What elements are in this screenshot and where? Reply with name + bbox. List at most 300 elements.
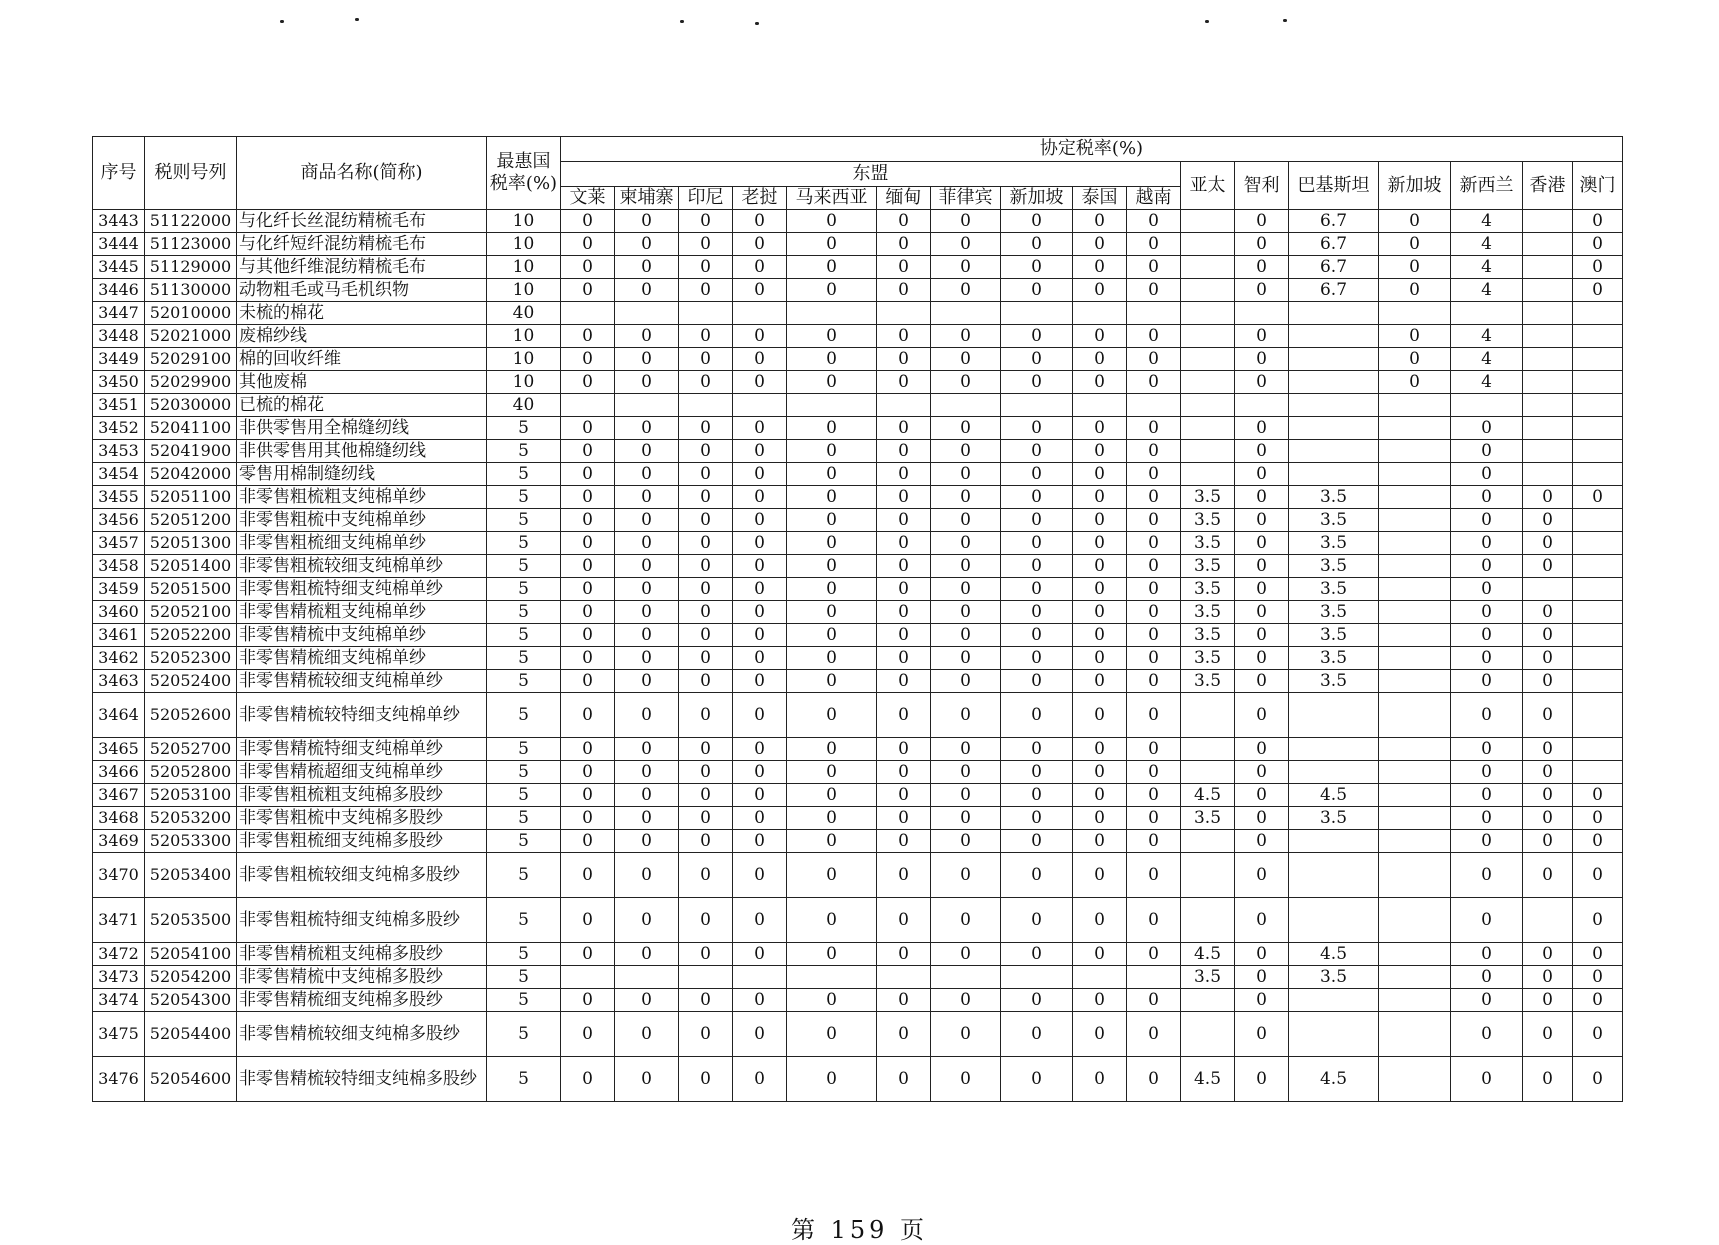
agreement-rate-cell	[1573, 394, 1623, 417]
tariff-code-cell: 52042000	[145, 463, 237, 486]
asean-rate-cell	[1001, 966, 1073, 989]
scan-speck	[1283, 19, 1287, 22]
asean-rate-cell	[931, 966, 1001, 989]
seq-cell: 3444	[93, 233, 145, 256]
agreement-rate-cell	[1573, 738, 1623, 761]
header-asean-1: 柬埔寨	[615, 187, 679, 210]
page-number: 第 159 页	[790, 1216, 929, 1244]
agreement-rate-cell: 0	[1451, 761, 1523, 784]
agreement-rate-cell: 0	[1451, 486, 1523, 509]
agreement-rate-cell: 0	[1235, 348, 1289, 371]
asean-rate-cell: 0	[733, 1057, 787, 1102]
agreement-rate-cell	[1573, 325, 1623, 348]
agreement-rate-cell: 3.5	[1289, 601, 1379, 624]
asean-rate-cell: 0	[733, 440, 787, 463]
asean-rate-cell: 0	[1073, 830, 1127, 853]
agreement-rate-cell	[1181, 302, 1235, 325]
seq-cell: 3472	[93, 943, 145, 966]
table-row	[93, 463, 1623, 486]
product-name-cell: 非供零售用其他棉缝纫线	[237, 440, 487, 463]
asean-rate-cell: 0	[679, 486, 733, 509]
asean-rate-cell: 0	[733, 463, 787, 486]
agreement-rate-cell	[1573, 509, 1623, 532]
agreement-rate-cell: 0	[1235, 463, 1289, 486]
tariff-code-cell: 52054600	[145, 1057, 237, 1102]
agreement-rate-cell: 0	[1573, 486, 1623, 509]
product-name-cell: 非零售粗梳特细支纯棉单纱	[237, 578, 487, 601]
table-row	[93, 302, 1623, 325]
agreement-rate-cell: 0	[1451, 624, 1523, 647]
agreement-rate-cell	[1379, 1012, 1451, 1057]
agreement-rate-cell	[1181, 693, 1235, 738]
asean-rate-cell: 0	[877, 761, 931, 784]
mfn-rate-cell: 5	[487, 647, 561, 670]
asean-rate-cell: 0	[1127, 738, 1181, 761]
product-name-cell: 废棉纱线	[237, 325, 487, 348]
asean-rate-cell: 0	[931, 807, 1001, 830]
agreement-rate-cell	[1523, 440, 1573, 463]
asean-rate-cell: 0	[931, 417, 1001, 440]
asean-rate-cell: 0	[679, 348, 733, 371]
tariff-code-cell: 52053400	[145, 853, 237, 898]
agreement-rate-cell: 0	[1451, 807, 1523, 830]
agreement-rate-cell: 0	[1523, 784, 1573, 807]
agreement-rate-cell	[1289, 463, 1379, 486]
agreement-rate-cell	[1289, 898, 1379, 943]
table-row	[93, 1057, 1623, 1102]
asean-rate-cell: 0	[733, 417, 787, 440]
asean-rate-cell: 0	[679, 555, 733, 578]
asean-rate-cell: 0	[931, 853, 1001, 898]
asean-rate-cell: 0	[877, 738, 931, 761]
asean-rate-cell: 0	[679, 463, 733, 486]
asean-rate-cell: 0	[931, 738, 1001, 761]
asean-rate-cell: 0	[733, 348, 787, 371]
asean-rate-cell: 0	[615, 898, 679, 943]
agreement-rate-cell: 0	[1379, 325, 1451, 348]
agreement-rate-cell: 0	[1379, 256, 1451, 279]
asean-rate-cell: 0	[1073, 509, 1127, 532]
agreement-rate-cell	[1573, 693, 1623, 738]
asean-rate-cell	[561, 966, 615, 989]
asean-rate-cell: 0	[1127, 1012, 1181, 1057]
agreement-rate-cell	[1573, 555, 1623, 578]
tariff-code-cell: 52052200	[145, 624, 237, 647]
agreement-rate-cell: 0	[1573, 784, 1623, 807]
agreement-rate-cell	[1523, 348, 1573, 371]
asean-rate-cell: 0	[931, 578, 1001, 601]
product-name-cell: 棉的回收纤维	[237, 348, 487, 371]
agreement-rate-cell: 4.5	[1289, 1057, 1379, 1102]
asean-rate-cell: 0	[733, 693, 787, 738]
agreement-rate-cell	[1379, 738, 1451, 761]
asean-rate-cell: 0	[1127, 486, 1181, 509]
asean-rate-cell: 0	[733, 509, 787, 532]
mfn-rate-cell: 10	[487, 325, 561, 348]
header-other-4: 新西兰	[1451, 162, 1523, 210]
agreement-rate-cell	[1523, 578, 1573, 601]
agreement-rate-cell	[1523, 371, 1573, 394]
tariff-code-cell: 51129000	[145, 256, 237, 279]
asean-rate-cell: 0	[615, 853, 679, 898]
asean-rate-cell: 0	[787, 898, 877, 943]
scan-speck	[280, 20, 284, 23]
asean-rate-cell: 0	[733, 578, 787, 601]
asean-rate-cell	[931, 394, 1001, 417]
mfn-rate-cell: 5	[487, 440, 561, 463]
asean-rate-cell: 0	[615, 693, 679, 738]
asean-rate-cell: 0	[561, 1012, 615, 1057]
seq-cell: 3443	[93, 210, 145, 233]
agreement-rate-cell: 0	[1235, 670, 1289, 693]
asean-rate-cell	[1073, 302, 1127, 325]
asean-rate-cell: 0	[733, 279, 787, 302]
header-asean-5: 缅甸	[877, 187, 931, 210]
asean-rate-cell: 0	[787, 210, 877, 233]
agreement-rate-cell	[1181, 1012, 1235, 1057]
seq-cell: 3476	[93, 1057, 145, 1102]
asean-rate-cell: 0	[561, 348, 615, 371]
header-asean-3: 老挝	[733, 187, 787, 210]
tariff-code-cell: 52052400	[145, 670, 237, 693]
agreement-rate-cell: 0	[1451, 417, 1523, 440]
agreement-rate-cell	[1289, 394, 1379, 417]
asean-rate-cell: 0	[787, 670, 877, 693]
asean-rate-cell: 0	[787, 532, 877, 555]
agreement-rate-cell: 0	[1573, 853, 1623, 898]
asean-rate-cell: 0	[1001, 256, 1073, 279]
asean-rate-cell: 0	[733, 1012, 787, 1057]
seq-cell: 3463	[93, 670, 145, 693]
product-name-cell: 非零售粗梳细支纯棉单纱	[237, 532, 487, 555]
agreement-rate-cell: 0	[1379, 210, 1451, 233]
asean-rate-cell: 0	[679, 325, 733, 348]
asean-rate-cell	[787, 966, 877, 989]
tariff-code-cell: 52030000	[145, 394, 237, 417]
asean-rate-cell: 0	[561, 578, 615, 601]
mfn-rate-cell: 5	[487, 761, 561, 784]
asean-rate-cell	[1073, 394, 1127, 417]
asean-rate-cell: 0	[679, 898, 733, 943]
asean-rate-cell: 0	[877, 440, 931, 463]
mfn-rate-cell: 5	[487, 578, 561, 601]
asean-rate-cell: 0	[787, 853, 877, 898]
agreement-rate-cell: 0	[1235, 761, 1289, 784]
agreement-rate-cell	[1573, 578, 1623, 601]
seq-cell: 3455	[93, 486, 145, 509]
asean-rate-cell	[733, 302, 787, 325]
asean-rate-cell: 0	[787, 325, 877, 348]
tariff-table-container	[92, 136, 1623, 1102]
agreement-rate-cell: 3.5	[1181, 647, 1235, 670]
asean-rate-cell: 0	[561, 943, 615, 966]
asean-rate-cell: 0	[877, 256, 931, 279]
agreement-rate-cell: 4	[1451, 233, 1523, 256]
seq-cell: 3447	[93, 302, 145, 325]
seq-cell: 3460	[93, 601, 145, 624]
table-row	[93, 532, 1623, 555]
agreement-rate-cell: 4	[1451, 325, 1523, 348]
asean-rate-cell: 0	[1001, 463, 1073, 486]
seq-cell: 3457	[93, 532, 145, 555]
asean-rate-cell: 0	[931, 256, 1001, 279]
table-row	[93, 486, 1623, 509]
asean-rate-cell: 0	[877, 486, 931, 509]
mfn-rate-cell: 40	[487, 302, 561, 325]
agreement-rate-cell: 0	[1235, 210, 1289, 233]
asean-rate-cell: 0	[1001, 486, 1073, 509]
agreement-rate-cell	[1379, 509, 1451, 532]
asean-rate-cell: 0	[1001, 417, 1073, 440]
asean-rate-cell	[679, 302, 733, 325]
asean-rate-cell: 0	[1127, 1057, 1181, 1102]
agreement-rate-cell	[1523, 394, 1573, 417]
asean-rate-cell	[787, 302, 877, 325]
asean-rate-cell	[787, 394, 877, 417]
agreement-rate-cell: 0	[1235, 624, 1289, 647]
asean-rate-cell: 0	[1127, 440, 1181, 463]
agreement-rate-cell	[1289, 417, 1379, 440]
asean-rate-cell: 0	[1073, 898, 1127, 943]
asean-rate-cell: 0	[1127, 509, 1181, 532]
agreement-rate-cell: 3.5	[1289, 532, 1379, 555]
mfn-rate-cell: 40	[487, 394, 561, 417]
seq-cell: 3470	[93, 853, 145, 898]
asean-rate-cell: 0	[787, 486, 877, 509]
agreement-rate-cell: 0	[1451, 578, 1523, 601]
agreement-rate-cell	[1181, 440, 1235, 463]
product-name-cell: 动物粗毛或马毛机织物	[237, 279, 487, 302]
agreement-rate-cell: 0	[1523, 738, 1573, 761]
mfn-rate-cell: 10	[487, 348, 561, 371]
asean-rate-cell: 0	[615, 807, 679, 830]
agreement-rate-cell: 0	[1523, 624, 1573, 647]
agreement-rate-cell: 0	[1523, 761, 1573, 784]
seq-cell: 3448	[93, 325, 145, 348]
asean-rate-cell: 0	[877, 578, 931, 601]
agreement-rate-cell: 0	[1451, 532, 1523, 555]
agreement-rate-cell	[1379, 601, 1451, 624]
asean-rate-cell: 0	[1001, 693, 1073, 738]
asean-rate-cell: 0	[787, 1057, 877, 1102]
table-row	[93, 738, 1623, 761]
mfn-rate-cell: 5	[487, 989, 561, 1012]
asean-rate-cell: 0	[561, 647, 615, 670]
asean-rate-cell: 0	[1001, 647, 1073, 670]
agreement-rate-cell	[1235, 302, 1289, 325]
asean-rate-cell: 0	[877, 555, 931, 578]
header-agreement: 协定税率(%)	[561, 137, 1623, 162]
agreement-rate-cell	[1379, 555, 1451, 578]
agreement-rate-cell	[1573, 348, 1623, 371]
table-row	[93, 256, 1623, 279]
asean-rate-cell: 0	[679, 440, 733, 463]
asean-rate-cell: 0	[733, 555, 787, 578]
agreement-rate-cell: 4	[1451, 256, 1523, 279]
asean-rate-cell: 0	[679, 1057, 733, 1102]
agreement-rate-cell	[1181, 210, 1235, 233]
mfn-rate-cell: 10	[487, 233, 561, 256]
seq-cell: 3459	[93, 578, 145, 601]
agreement-rate-cell: 0	[1523, 601, 1573, 624]
asean-rate-cell: 0	[679, 578, 733, 601]
agreement-rate-cell	[1573, 761, 1623, 784]
header-asean-0: 文莱	[561, 187, 615, 210]
asean-rate-cell: 0	[561, 532, 615, 555]
agreement-rate-cell: 0	[1523, 1012, 1573, 1057]
agreement-rate-cell: 0	[1235, 601, 1289, 624]
agreement-rate-cell: 6.7	[1289, 210, 1379, 233]
asean-rate-cell: 0	[1073, 693, 1127, 738]
agreement-rate-cell: 0	[1523, 853, 1573, 898]
asean-rate-cell: 0	[615, 256, 679, 279]
agreement-rate-cell: 0	[1451, 989, 1523, 1012]
asean-rate-cell: 0	[787, 738, 877, 761]
tariff-table-body	[93, 210, 1623, 1102]
product-name-cell: 非零售精梳中支纯棉多股纱	[237, 966, 487, 989]
agreement-rate-cell: 0	[1235, 738, 1289, 761]
asean-rate-cell: 0	[561, 601, 615, 624]
asean-rate-cell: 0	[561, 486, 615, 509]
agreement-rate-cell: 0	[1235, 532, 1289, 555]
asean-rate-cell: 0	[931, 830, 1001, 853]
product-name-cell: 与化纤长丝混纺精梳毛布	[237, 210, 487, 233]
asean-rate-cell: 0	[877, 943, 931, 966]
agreement-rate-cell: 0	[1235, 943, 1289, 966]
asean-rate-cell: 0	[679, 210, 733, 233]
agreement-rate-cell: 0	[1451, 647, 1523, 670]
table-row	[93, 417, 1623, 440]
agreement-rate-cell	[1379, 807, 1451, 830]
asean-rate-cell: 0	[733, 647, 787, 670]
asean-rate-cell: 0	[733, 670, 787, 693]
asean-rate-cell	[733, 966, 787, 989]
agreement-rate-cell	[1289, 989, 1379, 1012]
scan-speck	[755, 22, 759, 25]
asean-rate-cell: 0	[787, 440, 877, 463]
asean-rate-cell: 0	[733, 898, 787, 943]
asean-rate-cell: 0	[1073, 853, 1127, 898]
scan-speck	[1205, 20, 1209, 23]
header-other-6: 澳门	[1573, 162, 1623, 210]
table-row	[93, 279, 1623, 302]
agreement-rate-cell: 0	[1573, 966, 1623, 989]
asean-rate-cell: 0	[877, 1057, 931, 1102]
asean-rate-cell: 0	[1073, 624, 1127, 647]
tariff-code-cell: 52054400	[145, 1012, 237, 1057]
asean-rate-cell	[561, 394, 615, 417]
asean-rate-cell: 0	[1073, 647, 1127, 670]
asean-rate-cell: 0	[733, 233, 787, 256]
asean-rate-cell: 0	[561, 761, 615, 784]
asean-rate-cell: 0	[1001, 943, 1073, 966]
product-name-cell: 非零售精梳较细支纯棉多股纱	[237, 1012, 487, 1057]
table-row	[93, 578, 1623, 601]
asean-rate-cell: 0	[931, 761, 1001, 784]
agreement-rate-cell	[1379, 670, 1451, 693]
product-name-cell: 非零售精梳粗支纯棉单纱	[237, 601, 487, 624]
table-row	[93, 943, 1623, 966]
asean-rate-cell: 0	[733, 601, 787, 624]
product-name-cell: 非零售粗梳较细支纯棉单纱	[237, 555, 487, 578]
agreement-rate-cell	[1181, 830, 1235, 853]
seq-cell: 3466	[93, 761, 145, 784]
product-name-cell: 非零售精梳较细支纯棉单纱	[237, 670, 487, 693]
agreement-rate-cell	[1289, 830, 1379, 853]
asean-rate-cell: 0	[1073, 463, 1127, 486]
asean-rate-cell: 0	[931, 989, 1001, 1012]
agreement-rate-cell	[1379, 578, 1451, 601]
asean-rate-cell: 0	[733, 325, 787, 348]
agreement-rate-cell	[1379, 784, 1451, 807]
asean-rate-cell: 0	[1127, 624, 1181, 647]
asean-rate-cell: 0	[561, 830, 615, 853]
agreement-rate-cell: 0	[1235, 509, 1289, 532]
asean-rate-cell: 0	[679, 943, 733, 966]
mfn-rate-cell: 5	[487, 943, 561, 966]
asean-rate-cell: 0	[679, 624, 733, 647]
tariff-code-cell: 52010000	[145, 302, 237, 325]
asean-rate-cell: 0	[615, 463, 679, 486]
asean-rate-cell: 0	[1073, 784, 1127, 807]
table-row	[93, 325, 1623, 348]
agreement-rate-cell	[1379, 989, 1451, 1012]
agreement-rate-cell	[1181, 233, 1235, 256]
agreement-rate-cell: 3.5	[1181, 601, 1235, 624]
asean-rate-cell: 0	[1001, 784, 1073, 807]
agreement-rate-cell: 6.7	[1289, 233, 1379, 256]
mfn-rate-cell: 5	[487, 898, 561, 943]
asean-rate-cell: 0	[615, 624, 679, 647]
asean-rate-cell: 0	[561, 624, 615, 647]
tariff-table	[92, 136, 1623, 1102]
tariff-code-cell: 52051400	[145, 555, 237, 578]
seq-cell: 3458	[93, 555, 145, 578]
agreement-rate-cell	[1573, 670, 1623, 693]
agreement-rate-cell	[1181, 348, 1235, 371]
table-row	[93, 647, 1623, 670]
agreement-rate-cell: 0	[1235, 417, 1289, 440]
asean-rate-cell: 0	[877, 670, 931, 693]
table-row	[93, 555, 1623, 578]
asean-rate-cell: 0	[615, 486, 679, 509]
asean-rate-cell: 0	[733, 486, 787, 509]
agreement-rate-cell: 0	[1451, 693, 1523, 738]
table-row	[93, 601, 1623, 624]
asean-rate-cell	[679, 966, 733, 989]
asean-rate-cell: 0	[679, 693, 733, 738]
table-row	[93, 761, 1623, 784]
agreement-rate-cell	[1379, 853, 1451, 898]
asean-rate-cell: 0	[877, 417, 931, 440]
asean-rate-cell: 0	[615, 509, 679, 532]
agreement-rate-cell: 0	[1523, 693, 1573, 738]
asean-rate-cell: 0	[1001, 233, 1073, 256]
product-name-cell: 非零售粗梳粗支纯棉多股纱	[237, 784, 487, 807]
asean-rate-cell: 0	[931, 532, 1001, 555]
asean-rate-cell: 0	[787, 830, 877, 853]
table-row	[93, 693, 1623, 738]
seq-cell: 3474	[93, 989, 145, 1012]
asean-rate-cell: 0	[1127, 233, 1181, 256]
mfn-rate-cell: 5	[487, 509, 561, 532]
agreement-rate-cell: 0	[1523, 647, 1573, 670]
agreement-rate-cell: 0	[1451, 463, 1523, 486]
agreement-rate-cell	[1379, 898, 1451, 943]
asean-rate-cell: 0	[1001, 601, 1073, 624]
agreement-rate-cell: 0	[1573, 210, 1623, 233]
agreement-rate-cell: 0	[1573, 807, 1623, 830]
